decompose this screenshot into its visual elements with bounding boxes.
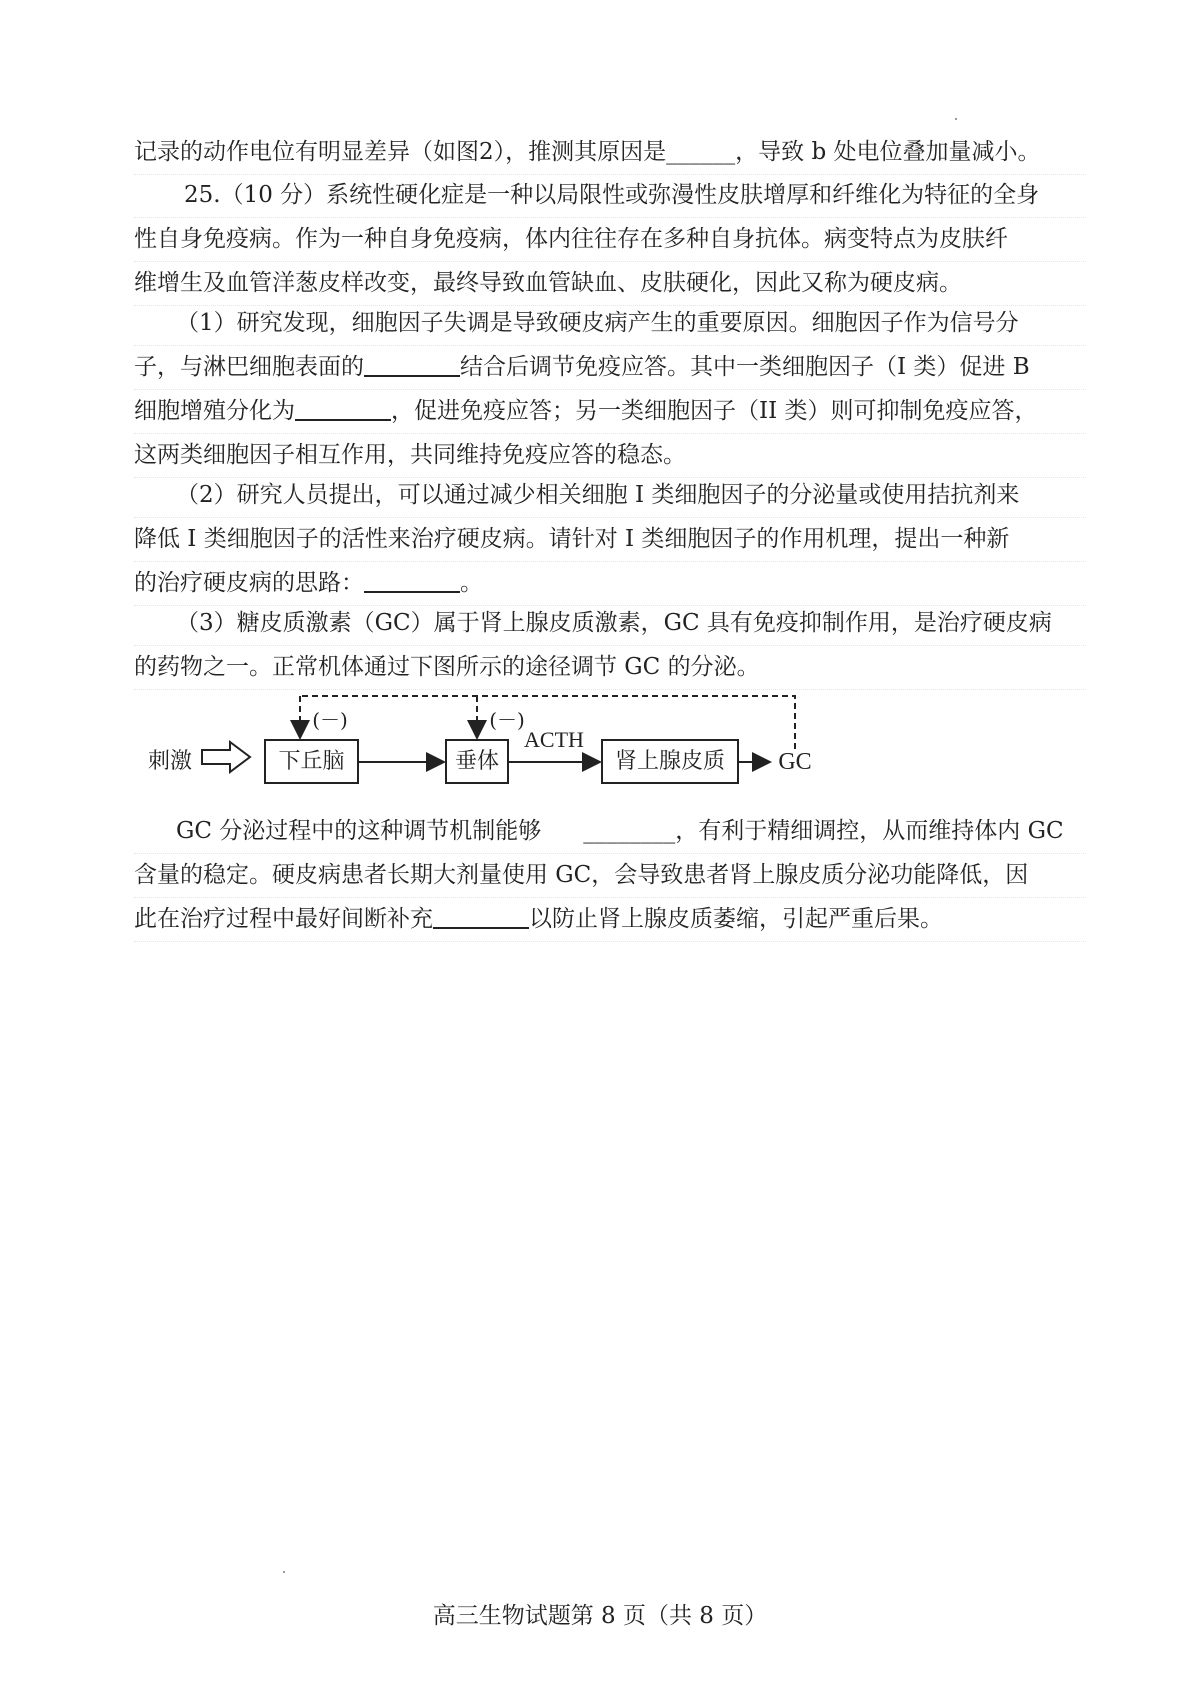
stimulus-label: 刺激 (147, 749, 192, 774)
text-line: 记录的动作电位有明显差异（如图2），推测其原因是______，导致 b 处电位叠加量减小。 (134, 131, 1086, 175)
text-line: 此在治疗过程中最好间断补充 以防止肾上腺皮质萎缩，引起严重后果。 (134, 898, 1086, 942)
text-line: 25.（10 分）系统性硬化症是一种以局限性或弥漫性皮肤增厚和纤维化为特征的全身 (134, 174, 1086, 218)
text-line: 这两类细胞因子相互作用，共同维持免疫应答的稳态。 (134, 434, 1086, 478)
gc-label: GC (778, 749, 812, 775)
adrenal-cortex-label: 肾上腺皮质 (614, 749, 725, 774)
text-line: GC 分泌过程中的这种调节机制能够 ________，有利于精细调控，从而维持体内 GC (134, 810, 1086, 854)
text-line: 降低 I 类细胞因子的活性来治疗硬皮病。请针对 I 类细胞因子的作用机理，提出一种新 (134, 518, 1086, 562)
question-25-part-3-continued (134, 810, 1086, 942)
hollow-arrow-icon (202, 742, 250, 772)
answer-blank[interactable] (433, 903, 529, 929)
question-25-part-1 (134, 302, 1086, 478)
question-25-part-2 (134, 474, 1086, 606)
answer-blank[interactable] (295, 395, 391, 421)
text-line: 性自身免疫病。作为一种自身免疫病，体内往往存在多种自身抗体。病变特点为皮肤纤 (134, 218, 1086, 262)
scan-speck (283, 1571, 285, 1573)
scan-speck (955, 118, 957, 120)
gc-regulation-diagram (147, 692, 850, 812)
negative-feedback-label: (－) (312, 708, 348, 732)
text-line: 的治疗硬皮病的思路： 。 (134, 562, 1086, 606)
question-25-intro (134, 174, 1086, 306)
text-line: （1）研究发现，细胞因子失调是导致硬皮病产生的重要原因。细胞因子作为信号分 (134, 302, 1086, 346)
acth-label: ACTH (524, 727, 584, 752)
text-line: 的药物之一。正常机体通过下图所示的途径调节 GC 的分泌。 (134, 646, 1086, 690)
text-line: 细胞增殖分化为 ，促进免疫应答；另一类细胞因子（II 类）则可抑制免疫应答， (134, 390, 1086, 434)
answer-blank[interactable] (364, 351, 460, 377)
text-line: 含量的稳定。硬皮病患者长期大剂量使用 GC，会导致患者肾上腺皮质分泌功能降低，因 (134, 854, 1086, 898)
text-line: （3）糖皮质激素（GC）属于肾上腺皮质激素，GC 具有免疫抑制作用，是治疗硬皮病 (134, 602, 1086, 646)
hypothalamus-label: 下丘脑 (278, 749, 345, 774)
text-line: 子，与淋巴细胞表面的 结合后调节免疫应答。其中一类细胞因子（I 类）促进 B (134, 346, 1086, 390)
previous-question-tail (134, 131, 1086, 175)
pituitary-label: 垂体 (454, 749, 499, 774)
question-25-part-3 (134, 602, 1086, 690)
text-line: 维增生及血管洋葱皮样改变，最终导致血管缺血、皮肤硬化，因此又称为硬皮病。 (134, 262, 1086, 306)
answer-blank[interactable]: ________ (583, 818, 676, 844)
page-footer: 高三生物试题第 8 页（共 8 页） (432, 1603, 768, 1629)
negative-feedback-label: (－) (489, 708, 525, 732)
text-line: （2）研究人员提出，可以通过减少相关细胞 I 类细胞因子的分泌量或使用拮抗剂来 (134, 474, 1086, 518)
answer-blank[interactable]: ______ (666, 139, 736, 165)
answer-blank[interactable] (364, 567, 460, 593)
